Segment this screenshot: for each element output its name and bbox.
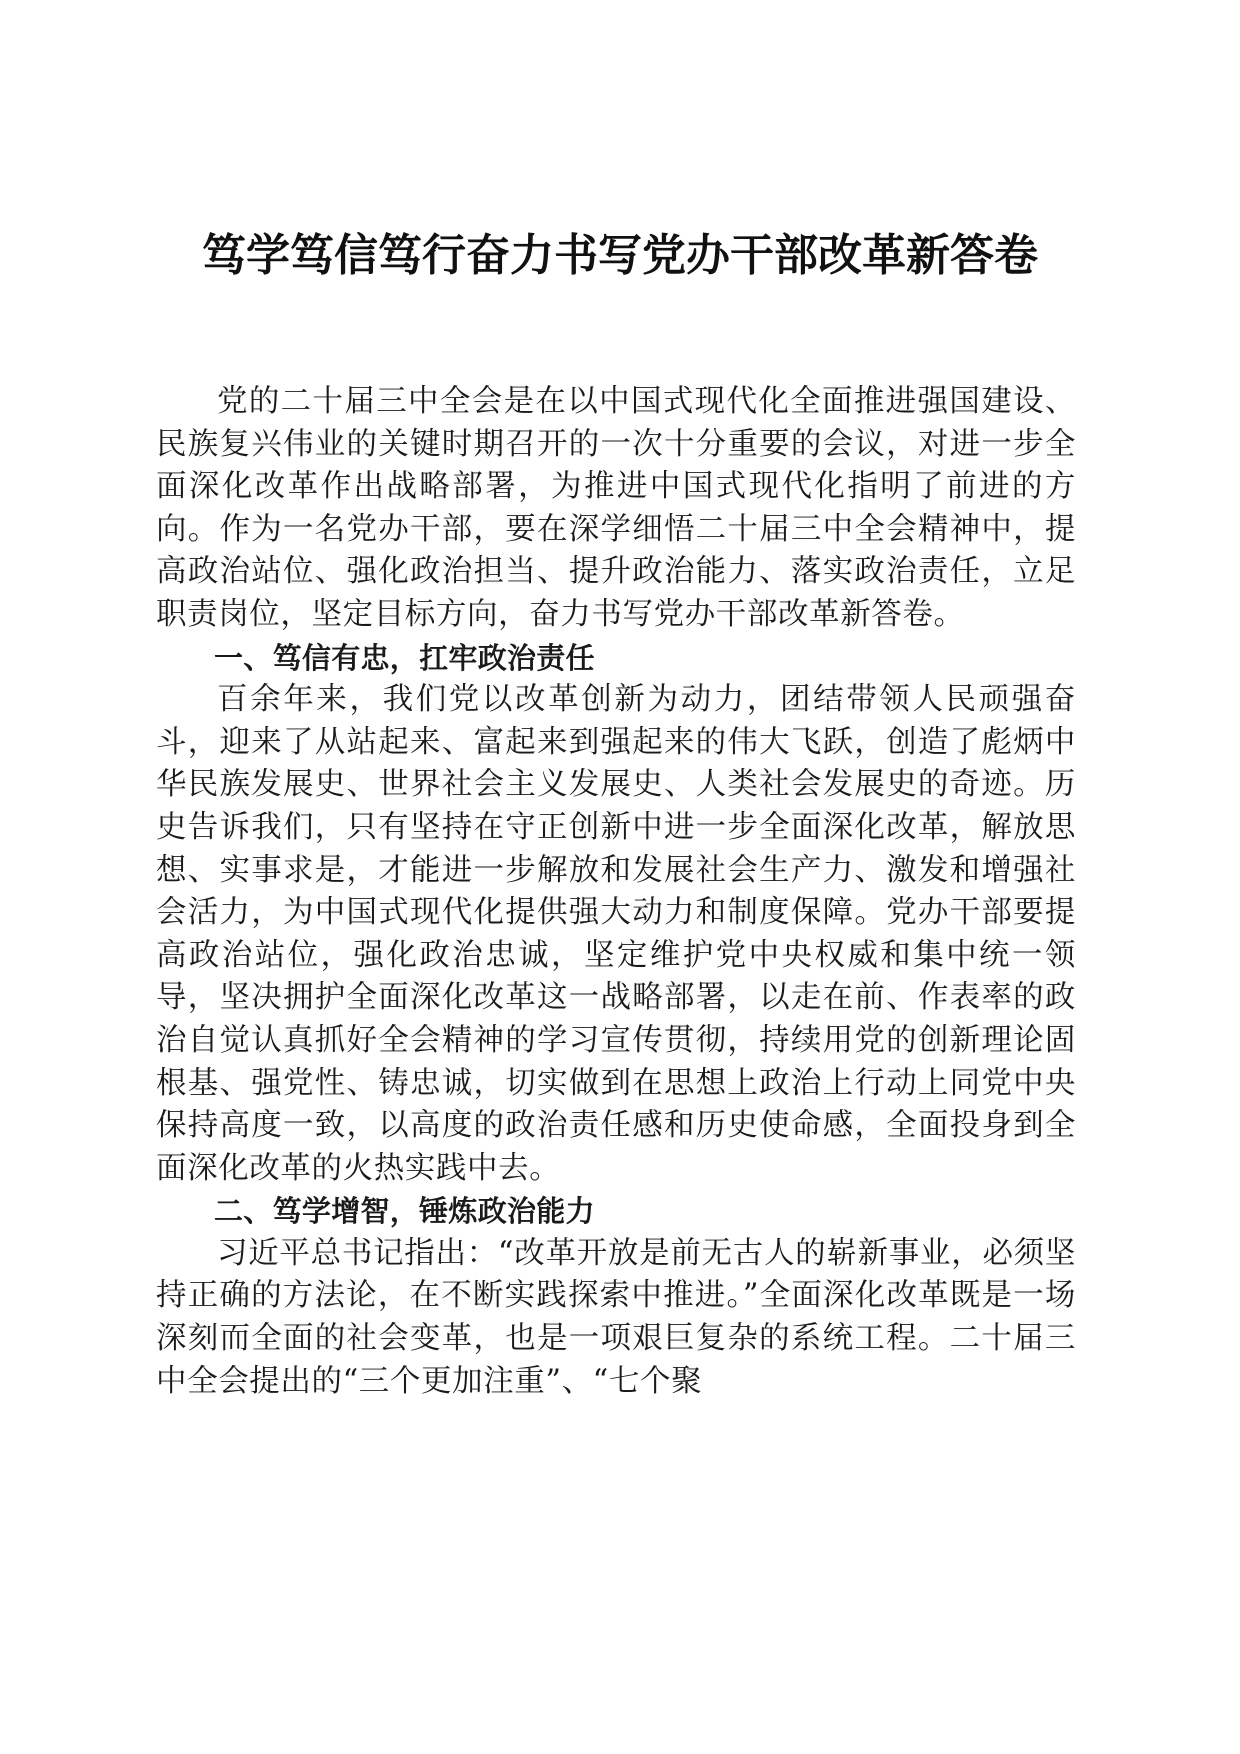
document-title: 笃学笃信笃行奋力书写党办干部改革新答卷 [202, 230, 1038, 281]
section-heading-2: 二、笃学增智，锤炼政治能力 [214, 1194, 595, 1229]
section-heading-1: 一、笃信有忠，扛牢政治责任 [214, 640, 595, 675]
section-paragraph-2: 习近平总书记指出：“改革开放是前无古人的崭新事业，必须坚持正确的方法论，在不断实践探索中推进。”全面深化改革既是一场深刻而全面的社会变革，也是一项艰巨复杂的系统工程。二十届三中全会提出的“三个更加注重”、“七个聚 [156, 1235, 1076, 1399]
document-body [156, 381, 1076, 1403]
section-paragraph-1: 百余年来，我们党以改革创新为动力，团结带领人民顽强奋斗，迎来了从站起来、富起来到强起来的伟大飞跃，创造了彪炳中华民族发展史、世界社会主义发展史、人类社会发展史的奇迹。历史告诉我们，只有坚持在守正创新中进一步全面深化改革，解放思想、实事求是，才能进一步解放和发展社会生产力、激发和增强社会活力，为中国式现代化提供强大动力和制度保障。党办干部要提高政治站位，强化政治忠诚，坚定维护党中央权威和集中统一领导，坚决拥护全面深化改革这一战略部署，以走在前、作表率的政治自觉认真抓好全会精神的学习宣传贯彻，持续用党的创新理论固根基、强党性、铸忠诚，切实做到在思想上政治上行动上同党中央保持高度一致，以高度的政治责任感和历史使命感，全面投身到全面深化改革的火热实践中去。 [156, 682, 1076, 1186]
intro-paragraph: 党的二十届三中全会是在以中国式现代化全面推进强国建设、民族复兴伟业的关键时期召开的一次十分重要的会议，对进一步全面深化改革作出战略部署，为推进中国式现代化指明了前进的方向。作为一名党办干部，要在深学细悟二十届三中全会精神中，提高政治站位、强化政治担当、提升政治能力、落实政治责任，立足职责岗位，坚定目标方向，奋力书写党办干部改革新答卷。 [156, 384, 1076, 632]
